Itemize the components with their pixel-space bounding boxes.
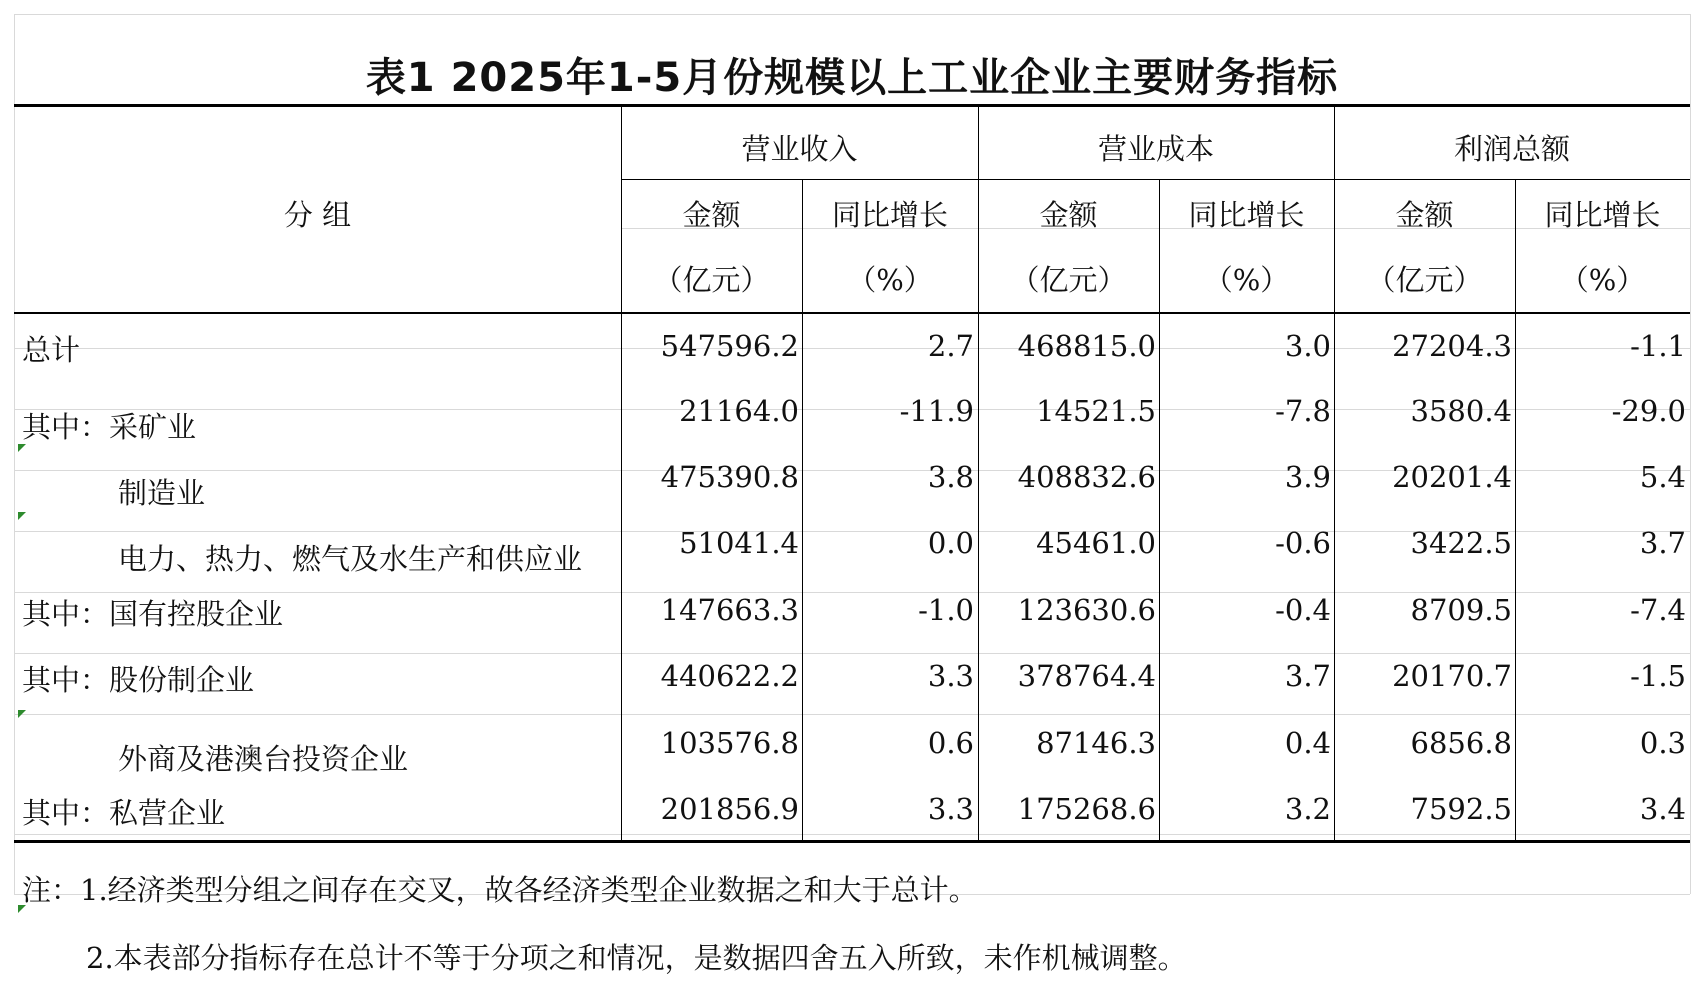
table-cell: 21164.0 [679, 394, 799, 428]
table-cell: 408832.6 [1017, 460, 1156, 494]
table-cell: -11.9 [899, 394, 974, 428]
table-cell: 20201.4 [1392, 460, 1512, 494]
table-cell: 3422.5 [1410, 526, 1512, 560]
note-2: 2.本表部分指标存在总计不等于分项之和情况，是数据四舍五入所致，未作机械调整。 [86, 941, 1187, 975]
table-cell: 51041.4 [679, 526, 799, 560]
table-cell: -1.5 [1630, 659, 1686, 693]
grid-line [14, 14, 1690, 15]
grid-line [14, 653, 1690, 654]
table-cell: 3.3 [927, 659, 974, 693]
grid-line [14, 834, 1690, 835]
subheader-amount: 金额 [682, 198, 741, 232]
unit-growth: （%） [1559, 263, 1646, 297]
table-cell: 3.7 [1639, 526, 1686, 560]
table-cell: 0.3 [1639, 726, 1686, 760]
table-cell: 547596.2 [660, 329, 799, 363]
table-cell: 6856.8 [1410, 726, 1512, 760]
unit-growth: （%） [1203, 263, 1290, 297]
table-cell: 8709.5 [1410, 593, 1512, 627]
table-cell: 20170.7 [1392, 659, 1512, 693]
unit-amount: （亿元） [1010, 263, 1127, 297]
table-cell: 7592.5 [1410, 792, 1512, 826]
table-cell: 45461.0 [1036, 526, 1156, 560]
subheader-growth: 同比增长 [831, 198, 948, 232]
table-cell: -29.0 [1611, 394, 1686, 428]
grid-line [1690, 14, 1691, 894]
table-cell: -1.1 [1630, 329, 1686, 363]
unit-amount: （亿元） [653, 263, 770, 297]
table-cell: 201856.9 [660, 792, 799, 826]
table-cell: 147663.3 [660, 593, 799, 627]
subheader-rule [621, 179, 1690, 180]
table-cell: -1.0 [918, 593, 974, 627]
row-label: 外商及港澳台投资企业 [118, 742, 409, 776]
row-label: 电力、热力、燃气及水生产和供应业 [118, 542, 583, 576]
table-cell: 3.2 [1284, 792, 1331, 826]
row-label: 总计 [22, 333, 81, 367]
row-label: 其中：国有控股企业 [22, 597, 284, 631]
row-label: 其中：私营企业 [22, 796, 226, 830]
table-cell: 0.0 [927, 526, 974, 560]
table-top-rule [14, 104, 1690, 107]
grid-line [14, 714, 1690, 715]
col-group-revenue: 营业收入 [741, 132, 858, 166]
table-title: 表1 2025年1-5月份规模以上工业企业主要财务指标 [365, 55, 1339, 101]
table-cell: -7.8 [1275, 394, 1331, 428]
subheader-growth: 同比增长 [1544, 198, 1661, 232]
table-cell: -0.4 [1275, 593, 1331, 627]
subheader-amount: 金额 [1039, 198, 1098, 232]
table-cell: 175268.6 [1017, 792, 1156, 826]
col-group-profit: 利润总额 [1453, 132, 1570, 166]
unit-amount: （亿元） [1366, 263, 1483, 297]
row-label: 其中：股份制企业 [22, 663, 255, 697]
table-cell: 27204.3 [1392, 329, 1512, 363]
table-cell: 0.6 [927, 726, 974, 760]
note-1: 注：1.经济类型分组之间存在交叉，故各经济类型企业数据之和大于总计。 [22, 873, 978, 907]
table-cell: 87146.3 [1036, 726, 1156, 760]
unit-growth: （%） [847, 263, 933, 297]
table-cell: 3.0 [1284, 329, 1331, 363]
subheader-amount: 金额 [1395, 198, 1454, 232]
table-cell: 2.7 [927, 329, 974, 363]
cell-indicator-icon [18, 444, 26, 452]
table-cell: 3580.4 [1410, 394, 1512, 428]
table-cell: -7.4 [1630, 593, 1686, 627]
col-group-cost: 营业成本 [1097, 132, 1214, 166]
table-cell: 14521.5 [1036, 394, 1156, 428]
table-cell: 468815.0 [1017, 329, 1156, 363]
table-cell: 3.7 [1284, 659, 1331, 693]
cell-indicator-icon [18, 512, 26, 520]
table-cell: 3.4 [1639, 792, 1686, 826]
table-cell: 3.9 [1284, 460, 1331, 494]
grid-line [14, 14, 15, 894]
table-cell: 475390.8 [660, 460, 799, 494]
row-label: 制造业 [118, 476, 206, 510]
table-cell: 440622.2 [660, 659, 799, 693]
cell-indicator-icon [18, 710, 26, 718]
table-cell: 5.4 [1639, 460, 1686, 494]
table-cell: 0.4 [1284, 726, 1331, 760]
header-bottom-rule [14, 312, 1690, 314]
row-label: 其中：采矿业 [22, 410, 197, 444]
table-cell: 123630.6 [1017, 593, 1156, 627]
table-cell: 3.8 [927, 460, 974, 494]
group-header: 分 组 [283, 198, 352, 232]
table-cell: 3.3 [927, 792, 974, 826]
table-cell: -0.6 [1275, 526, 1331, 560]
subheader-growth: 同比增长 [1188, 198, 1305, 232]
table-cell: 103576.8 [660, 726, 799, 760]
table-bottom-rule [14, 840, 1690, 843]
table-cell: 378764.4 [1017, 659, 1156, 693]
